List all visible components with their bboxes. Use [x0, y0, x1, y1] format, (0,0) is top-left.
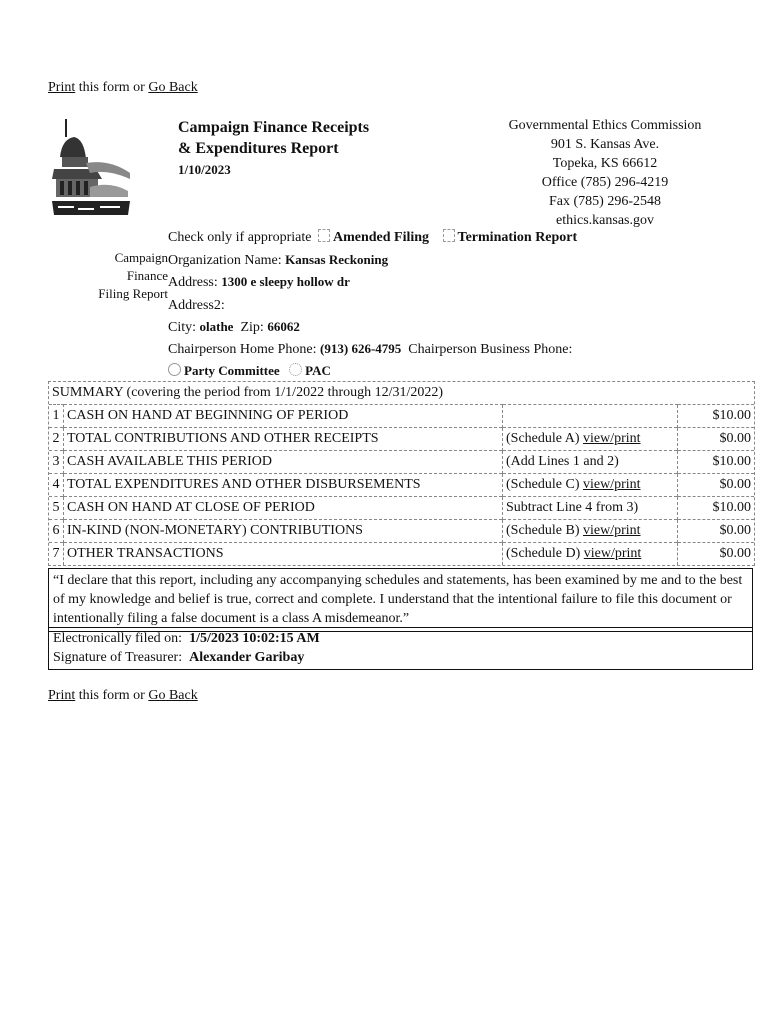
line-label: CASH AVAILABLE THIS PERIOD: [64, 451, 503, 474]
line-amount: $10.00: [678, 497, 755, 520]
termination-report-label: Termination Report: [457, 230, 578, 245]
view-print-link[interactable]: view/print: [582, 431, 641, 446]
schedule-label: (Schedule D): [506, 546, 584, 561]
declaration-statement: “I declare that this report, including any accompanying schedules and statements, has been examined by me and to the best of my knowledge and belief is true, correct and complete. I understand that the intentional failure to file this document or intentionally filing a false document is a class A misdemeanor.”: [48, 568, 753, 632]
address-row: [168, 271, 572, 293]
line-label: CASH ON HAND AT CLOSE OF PERIOD: [64, 497, 503, 520]
amended-filing-label: Amended Filing: [332, 230, 430, 245]
go-back-link[interactable]: Go Back: [148, 80, 198, 95]
pac-radio[interactable]: [289, 363, 302, 376]
view-print-link[interactable]: view/print: [583, 546, 642, 561]
termination-report-checkbox[interactable]: [443, 229, 455, 242]
line-label: OTHER TRANSACTIONS: [64, 543, 503, 566]
home-phone-label: Chairperson Home Phone:: [168, 342, 317, 358]
org-name-value: Kansas Reckoning: [285, 252, 389, 267]
party-committee-radio[interactable]: [168, 363, 181, 376]
summary-row: [49, 520, 754, 543]
line-number: 4: [49, 474, 64, 497]
agency-address: [480, 116, 730, 230]
filing-type-checks: [168, 229, 577, 246]
party-committee-label: Party Committee: [184, 363, 280, 379]
summary-table: [48, 381, 755, 566]
agency-fax: Fax (785) 296-2548: [549, 194, 661, 209]
report-title-line1: Campaign Finance Receipts: [178, 119, 370, 136]
summary-row: [49, 405, 754, 428]
zip-value: 66062: [267, 318, 300, 334]
summary-row: [49, 428, 754, 451]
schedule-reference: [503, 405, 678, 428]
line-label: CASH ON HAND AT BEGINNING OF PERIOD: [64, 405, 503, 428]
schedule-label: (Schedule C): [506, 477, 583, 492]
side-label-finance: Finance: [126, 268, 168, 283]
summary-row: [49, 497, 754, 520]
check-prefix: Check only if appropriate: [168, 230, 312, 245]
nav-text: this form or: [75, 688, 149, 703]
schedule-label: (Schedule B): [506, 523, 583, 538]
summary-row: [49, 451, 754, 474]
side-label-campaign: Campaign: [114, 250, 168, 265]
address-value: 1300 e sleepy hollow dr: [221, 274, 350, 290]
committee-type-row: [168, 360, 572, 382]
report-title-line2: & Expenditures Report: [178, 140, 339, 157]
schedule-label: (Add Lines 1 and 2): [506, 454, 619, 469]
city-zip-row: [168, 316, 572, 338]
view-print-link[interactable]: view/print: [582, 477, 641, 492]
line-number: 7: [49, 543, 64, 566]
filed-on-value: 1/5/2023 10:02:15 AM: [189, 631, 320, 646]
treasurer-row: [53, 648, 748, 667]
zip-label: Zip:: [240, 319, 264, 335]
schedule-label: (Schedule A): [506, 431, 583, 446]
line-number: 5: [49, 497, 64, 520]
print-link[interactable]: Print: [48, 688, 76, 703]
line-amount: $10.00: [678, 451, 755, 474]
amended-filing-checkbox[interactable]: [318, 229, 330, 242]
line-amount: $0.00: [678, 520, 755, 543]
summary-heading-row: [49, 382, 754, 405]
schedule-reference: [503, 543, 678, 566]
org-name-label: Organization Name:: [168, 253, 282, 268]
organization-info: [168, 249, 572, 383]
line-number: 2: [49, 428, 64, 451]
line-label: IN-KIND (NON-MONETARY) CONTRIBUTIONS: [64, 520, 503, 543]
address2-row: [168, 294, 572, 316]
summary-row: [49, 474, 754, 497]
top-nav: [48, 80, 198, 96]
filing-signature-box: [48, 627, 753, 670]
business-phone-label: Chairperson Business Phone:: [408, 342, 573, 358]
phone-row: [168, 338, 572, 360]
schedule-reference: [503, 451, 678, 474]
side-label-filing-report: Filing Report: [98, 286, 168, 301]
go-back-link[interactable]: Go Back: [148, 688, 198, 703]
nav-text: this form or: [75, 80, 149, 95]
address-label: Address:: [168, 275, 218, 291]
pac-label: PAC: [305, 363, 331, 379]
schedule-label: Subtract Line 4 from 3): [506, 500, 639, 515]
city-value: olathe: [199, 318, 234, 334]
line-label: TOTAL EXPENDITURES AND OTHER DISBURSEMENTS: [64, 474, 503, 497]
schedule-reference: [503, 428, 678, 451]
line-amount: $10.00: [678, 405, 755, 428]
agency-street: 901 S. Kansas Ave.: [550, 137, 660, 152]
city-label: City:: [168, 319, 197, 335]
filed-on-row: [53, 629, 748, 648]
line-label: TOTAL CONTRIBUTIONS AND OTHER RECEIPTS: [64, 428, 503, 451]
report-title-block: [178, 117, 369, 180]
filed-on-label: Electronically filed on:: [53, 631, 183, 646]
summary-row: [49, 543, 754, 566]
line-number: 3: [49, 451, 64, 474]
line-number: 6: [49, 520, 64, 543]
line-amount: $0.00: [678, 428, 755, 451]
agency-website: ethics.kansas.gov: [556, 213, 654, 228]
kansas-seal-logo: [50, 117, 132, 217]
side-labels: [80, 249, 168, 303]
treasurer-name: Alexander Garibay: [189, 650, 305, 665]
bottom-nav: [48, 688, 198, 704]
report-date: 1/10/2023: [178, 162, 231, 177]
org-name-row: [168, 249, 572, 271]
line-number: 1: [49, 405, 64, 428]
schedule-reference: [503, 497, 678, 520]
line-amount: $0.00: [678, 474, 755, 497]
agency-city: Topeka, KS 66612: [552, 156, 658, 171]
print-link[interactable]: Print: [48, 80, 76, 95]
summary-heading: SUMMARY (covering the period from 1/1/2022 through 12/31/2022): [52, 385, 444, 400]
home-phone-value: (913) 626-4795: [320, 341, 402, 357]
view-print-link[interactable]: view/print: [582, 523, 641, 538]
schedule-reference: [503, 474, 678, 497]
treasurer-label: Signature of Treasurer:: [53, 650, 183, 665]
schedule-reference: [503, 520, 678, 543]
agency-name: Governmental Ethics Commission: [508, 118, 702, 133]
address2-label: Address2:: [168, 297, 225, 313]
agency-office-phone: Office (785) 296-4219: [541, 175, 669, 190]
line-amount: $0.00: [678, 543, 755, 566]
